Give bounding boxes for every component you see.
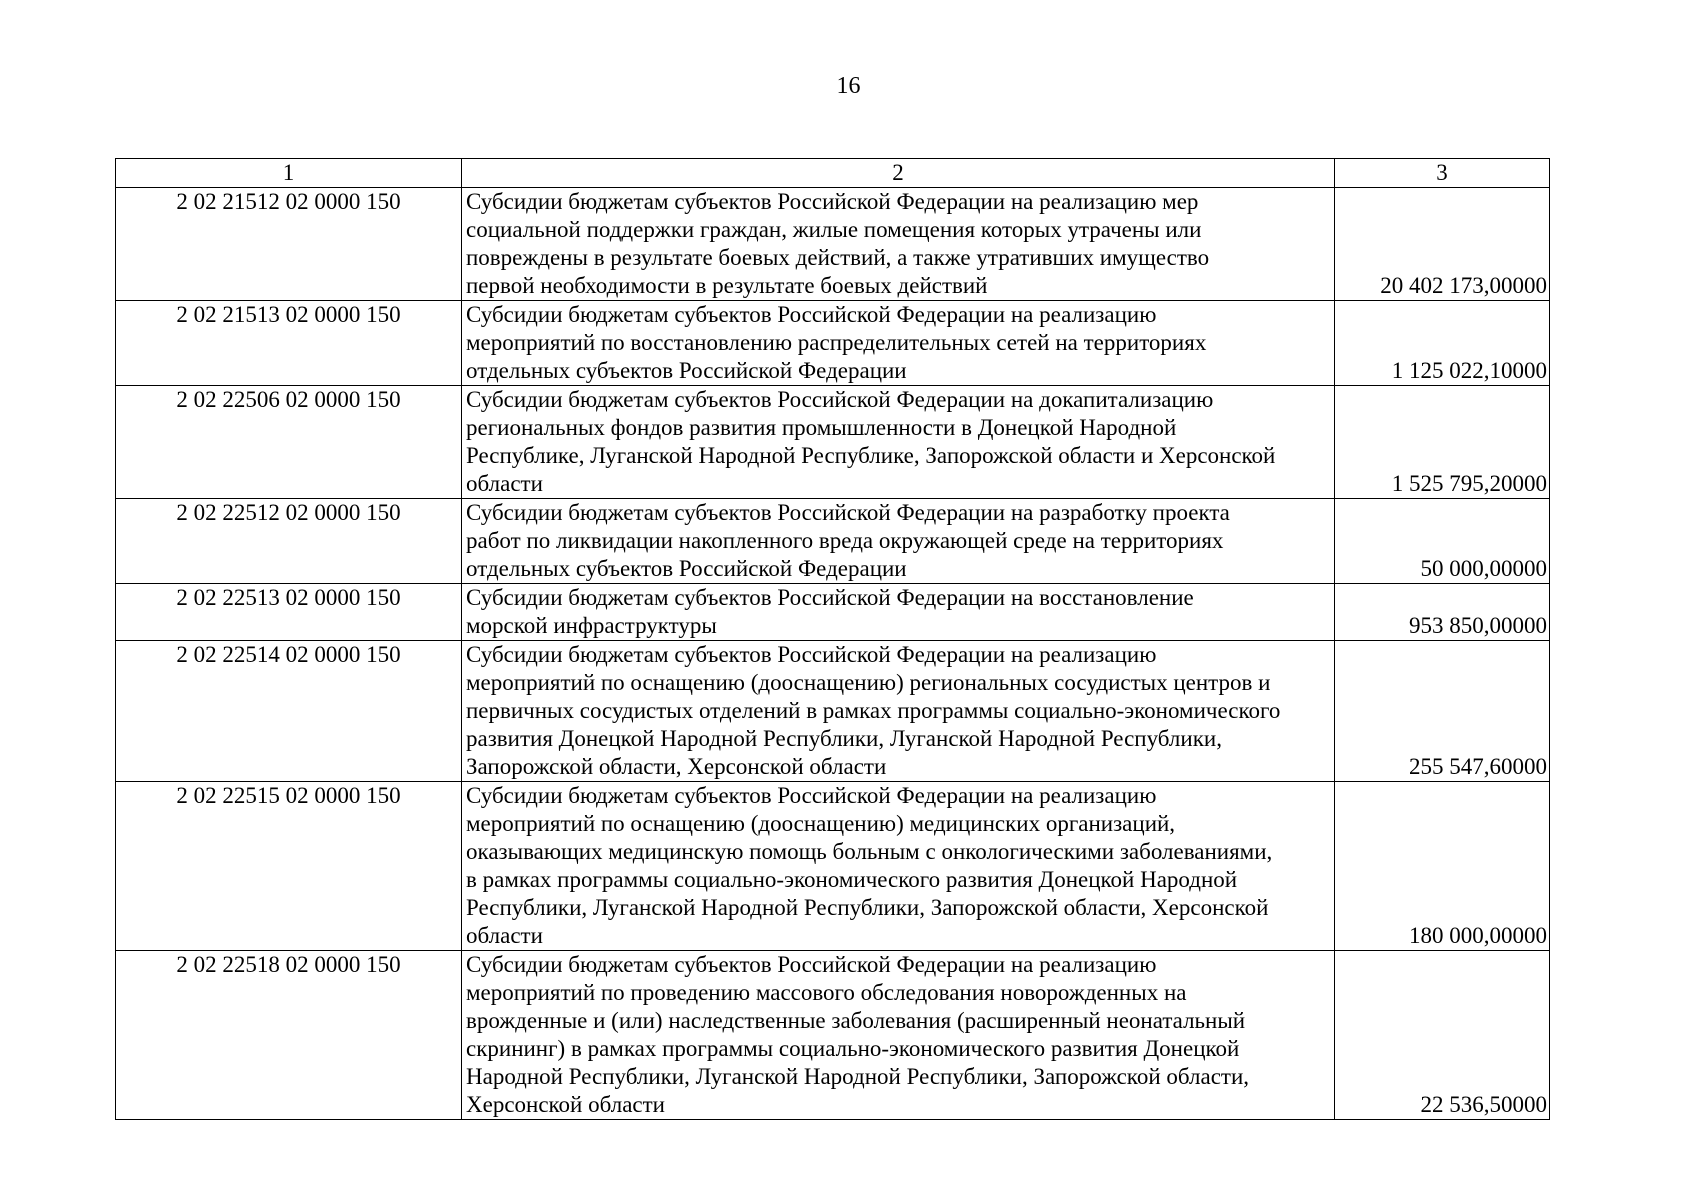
description-line: в рамках программы социально-экономического развития Донецкой Народной (466, 867, 1238, 892)
budget-code: 2 02 22506 02 0000 150 (116, 386, 462, 499)
description-line: Субсидии бюджетам субъектов Российской Федерации на докапитализацию (466, 387, 1214, 412)
amount: 180 000,00000 (1335, 782, 1550, 951)
description-line: мероприятий по проведению массового обследования новорожденных на (466, 980, 1187, 1005)
amount: 50 000,00000 (1335, 499, 1550, 584)
description (462, 301, 1335, 386)
description-line: области (466, 471, 543, 496)
budget-code: 2 02 21513 02 0000 150 (116, 301, 462, 386)
description-line: работ по ликвидации накопленного вреда окружающей среде на территориях (466, 528, 1224, 553)
budget-code: 2 02 22518 02 0000 150 (116, 951, 462, 1120)
description-line: Субсидии бюджетам субъектов Российской Федерации на реализацию (466, 302, 1157, 327)
table-row (116, 951, 1550, 1120)
amount: 255 547,60000 (1335, 641, 1550, 782)
description-line: оказывающих медицинскую помощь больным с онкологическими заболеваниями, (466, 839, 1273, 864)
description-line: Запорожской области, Херсонской области (466, 754, 887, 779)
table-row (116, 584, 1550, 641)
description-line: врожденные и (или) наследственные заболевания (расширенный неонатальный (466, 1008, 1246, 1033)
amount: 22 536,50000 (1335, 951, 1550, 1120)
header-row (116, 159, 1550, 188)
description-line: Субсидии бюджетам субъектов Российской Федерации на реализацию мер (466, 189, 1199, 214)
description-line: морской инфраструктуры (466, 613, 717, 638)
description-line: Субсидии бюджетам субъектов Российской Федерации на реализацию (466, 952, 1157, 977)
table-row (116, 641, 1550, 782)
table-row (116, 782, 1550, 951)
table-row (116, 188, 1550, 301)
description (462, 641, 1335, 782)
description-line: отдельных субъектов Российской Федерации (466, 358, 907, 383)
amount: 1 525 795,20000 (1335, 386, 1550, 499)
description (462, 499, 1335, 584)
description (462, 188, 1335, 301)
description (462, 386, 1335, 499)
description-line: Республики, Луганской Народной Республики, Запорожской области, Херсонской (466, 895, 1269, 920)
budget-table (115, 158, 1550, 1120)
description-line: отдельных субъектов Российской Федерации (466, 556, 907, 581)
header-col-3: 3 (1335, 159, 1550, 188)
description-line: повреждены в результате боевых действий, а также утративших имущество (466, 245, 1210, 270)
description-line: Народной Республики, Луганской Народной Республики, Запорожской области, (466, 1064, 1250, 1089)
description-line: мероприятий по оснащению (дооснащению) региональных сосудистых центров и (466, 670, 1271, 695)
amount: 953 850,00000 (1335, 584, 1550, 641)
description-line: мероприятий по оснащению (дооснащению) медицинских организаций, (466, 811, 1176, 836)
table-row (116, 499, 1550, 584)
page-number: 16 (836, 73, 861, 99)
table-row (116, 301, 1550, 386)
header-col-1: 1 (116, 159, 462, 188)
description-line: Субсидии бюджетам субъектов Российской Федерации на разработку проекта (466, 500, 1230, 525)
description-line: социальной поддержки граждан, жилые помещения которых утрачены или (466, 217, 1202, 242)
amount: 20 402 173,00000 (1335, 188, 1550, 301)
description-line: Субсидии бюджетам субъектов Российской Федерации на реализацию (466, 783, 1157, 808)
description-line: скрининг) в рамках программы социально-экономического развития Донецкой (466, 1036, 1240, 1061)
description-line: региональных фондов развития промышленности в Донецкой Народной (466, 415, 1177, 440)
description-line: первичных сосудистых отделений в рамках программы социально-экономического (466, 698, 1281, 723)
description-line: Субсидии бюджетам субъектов Российской Федерации на реализацию (466, 642, 1157, 667)
description-line: области (466, 923, 543, 948)
description (462, 584, 1335, 641)
budget-code: 2 02 21512 02 0000 150 (116, 188, 462, 301)
description (462, 782, 1335, 951)
description (462, 951, 1335, 1120)
budget-code: 2 02 22512 02 0000 150 (116, 499, 462, 584)
header-col-2: 2 (462, 159, 1335, 188)
description-line: Субсидии бюджетам субъектов Российской Федерации на восстановление (466, 585, 1194, 610)
description-line: первой необходимости в результате боевых действий (466, 273, 988, 298)
description-line: развития Донецкой Народной Республики, Луганской Народной Республики, (466, 726, 1222, 751)
budget-code: 2 02 22513 02 0000 150 (116, 584, 462, 641)
description-line: Республике, Луганской Народной Республике, Запорожской области и Херсонской (466, 443, 1276, 468)
budget-code: 2 02 22515 02 0000 150 (116, 782, 462, 951)
amount: 1 125 022,10000 (1335, 301, 1550, 386)
budget-code: 2 02 22514 02 0000 150 (116, 641, 462, 782)
description-line: мероприятий по восстановлению распределительных сетей на территориях (466, 330, 1207, 355)
description-line: Херсонской области (466, 1092, 665, 1117)
table-row (116, 386, 1550, 499)
